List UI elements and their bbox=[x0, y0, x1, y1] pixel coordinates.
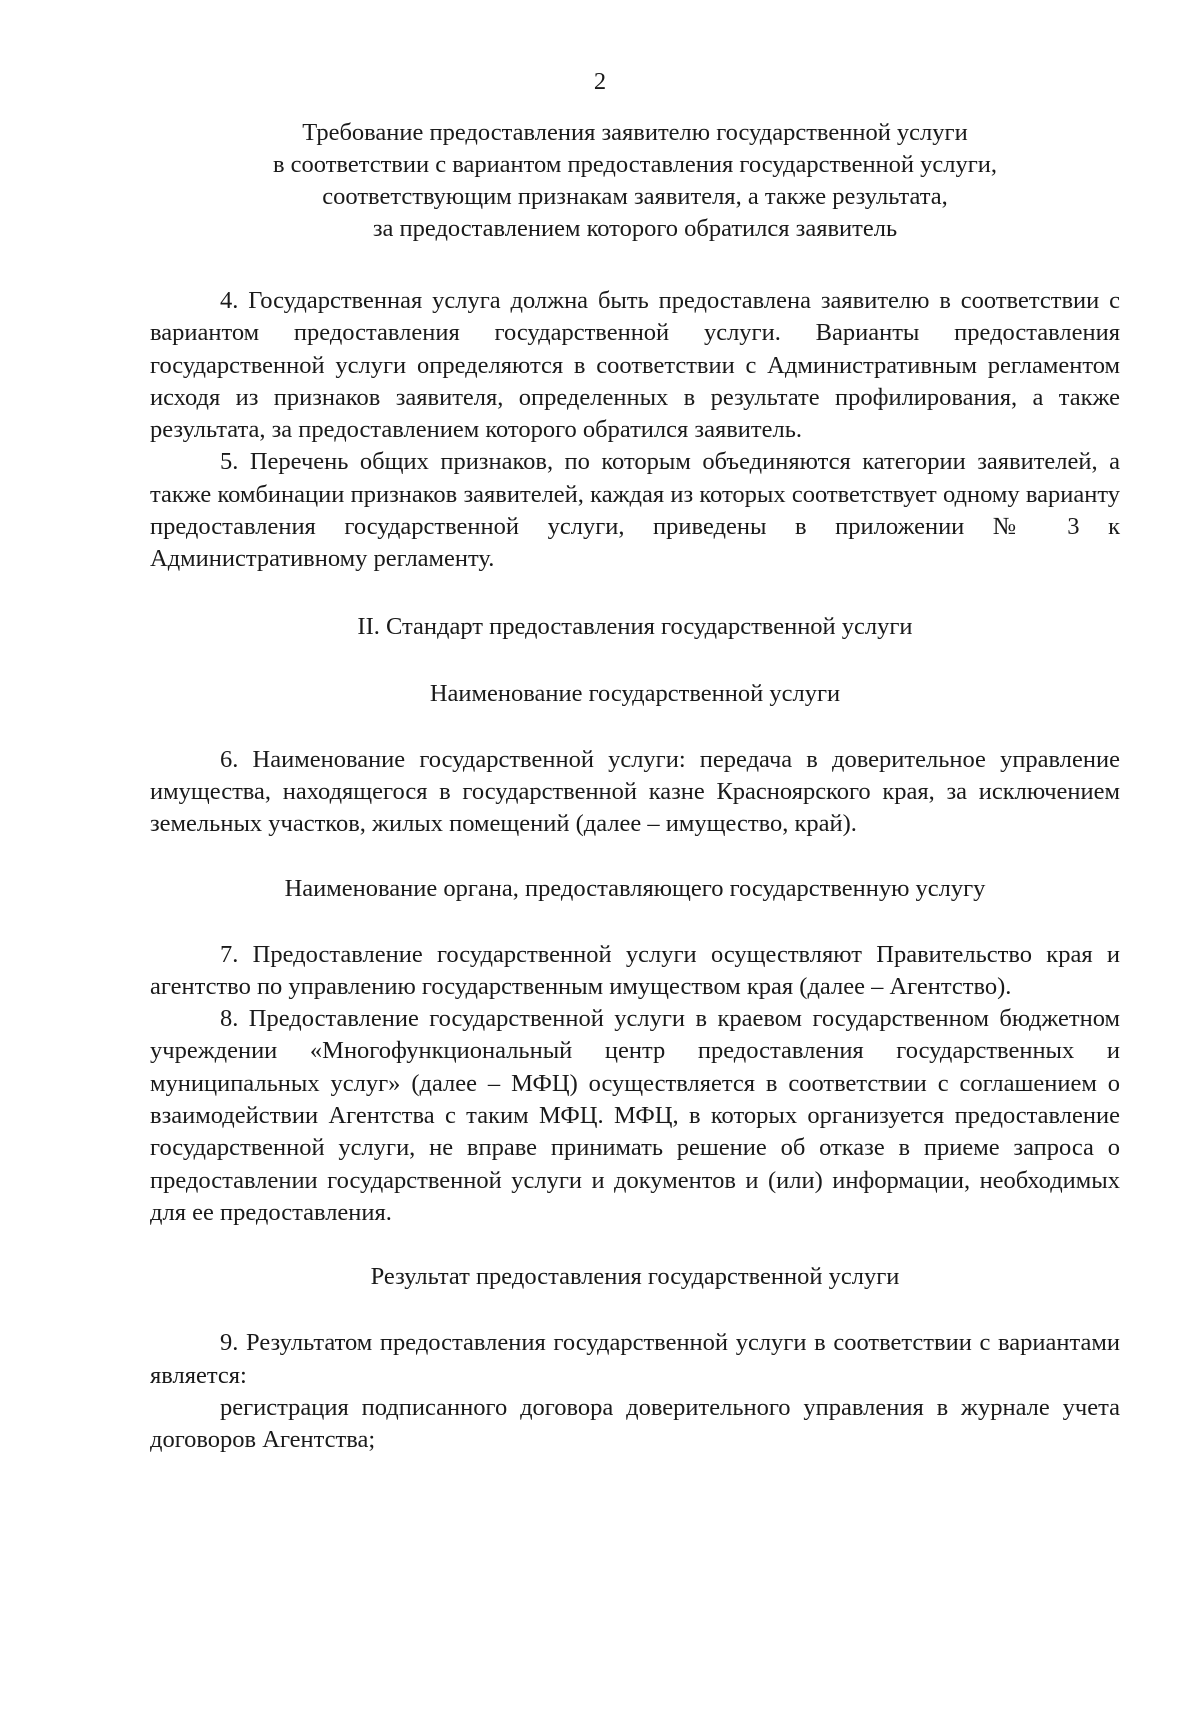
paragraph-7: 7. Предоставление государственной услуги осуществляют Правительство края и агентство по управлению государственным имуществом края (далее – Агентство). bbox=[150, 940, 1120, 1000]
subsection-title-service-name: Наименование государственной услуги bbox=[429, 679, 841, 707]
paragraph-5: 5. Перечень общих признаков, по которым объединяются категории заявителей, а также комбинации признаков заявителей, каждая из которых соответствует одному варианту предоставления государственной услуги, приведены в приложении № 3 к Административному регламенту. bbox=[150, 448, 1120, 573]
document-body bbox=[150, 117, 1120, 1456]
heading-line: в соответствии с вариантом предоставления государственной услуги, bbox=[272, 151, 998, 178]
subsection-title-result: Результат предоставления государственной услуги bbox=[370, 1263, 900, 1291]
paragraph-8: 8. Предоставление государственной услуги в краевом государственном бюджетном учреждении «Многофункциональный центр предоставления государственных и муниципальных услуг» (далее – МФЦ) осуществляется в соответствии с соглашением о взаимодействии Агентства с таким МФЦ. МФЦ, в которых организуется предоставление государственной услуги, не вправе принимать решение об отказе в приеме запроса о предоставлении государственной услуги и документов и (или) информации, необходимых для ее предоставления. bbox=[150, 1005, 1120, 1226]
paragraph-9: 9. Результатом предоставления государственной услуги в соответствии с вариантами является: bbox=[150, 1329, 1120, 1389]
paragraph-4: 4. Государственная услуга должна быть предоставлена заявителю в соответствии с вариантом предоставления государственной услуги. Варианты предоставления государственной услуги определяются в соответствии с Административным регламентом исходя из признаков заявителя, определенных в результате профилирования, а также результата, за предоставлением которого обратился заявитель. bbox=[150, 287, 1120, 444]
heading-line: за предоставлением которого обратился заявитель bbox=[372, 215, 898, 242]
heading-line: Требование предоставления заявителю государственной услуги bbox=[302, 119, 968, 146]
paragraph-6: 6. Наименование государственной услуги: передача в доверительное управление имущества, находящегося в государственной казне Красноярского края, за исключением земельных участков, жилых помещений (далее – имущество, край). bbox=[150, 745, 1120, 838]
subsection-title-provider: Наименование органа, предоставляющего государственную услугу bbox=[284, 874, 986, 902]
heading-line: соответствующим признакам заявителя, а также результата, bbox=[322, 183, 948, 210]
paragraph-9-item: регистрация подписанного договора доверительного управления в журнале учета договоров Агентства; bbox=[150, 1393, 1120, 1454]
section-title-standard: II. Стандарт предоставления государственной услуги bbox=[357, 612, 913, 640]
page-number: 2 bbox=[593, 68, 607, 95]
heading-requirement bbox=[150, 117, 1120, 245]
